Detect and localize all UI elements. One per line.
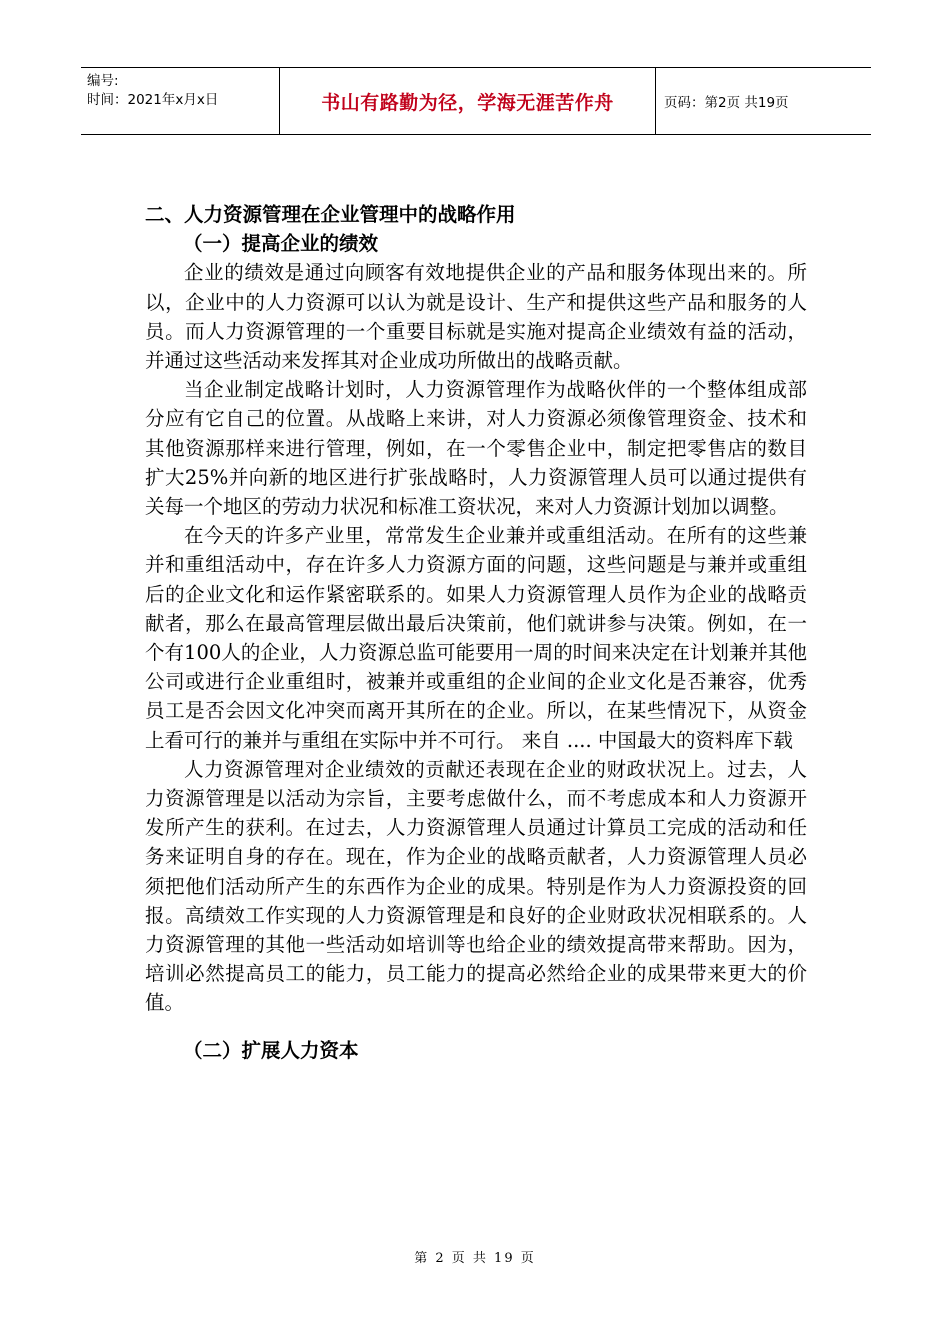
subsection-title-1: （一）提高企业的绩效 xyxy=(183,232,379,256)
section-title: 二、人力资源管理在企业管理中的战略作用 xyxy=(145,203,516,226)
document-time-label: 时间：2021年x月x日 xyxy=(87,92,219,108)
subsection-title-2: （二）扩展人力资本 xyxy=(183,1038,359,1062)
page-footer: 第 2 页 共 19 页 xyxy=(414,1251,536,1266)
document-body xyxy=(145,200,807,1065)
paragraph-3: 在今天的许多产业里，常常发生企业兼并或重组活动。在所有的这些兼并和重组活动中，存在许多人力资源方面的问题，这些问题是与兼并或重组后的企业文化和运作紧密联系的。如果人力资源管理人员作为企业的战略贡献者，那么在最高管理层做出最后决策前，他们就讲参与决策。例如，在一个有100人的企业，人力资源总监可能要用一周的时间来决定在计划兼并其他公司或进行企业重组时，被兼并或重组的企业间的企业文化是否兼容，优秀员工是否会因文化冲突而离开其所在的企业。所以，在某些情况下，从资金上看可行的兼并与重组在实际中并不可行。 来自 .... 中国最大的资料库下载 xyxy=(145,524,807,752)
page-header xyxy=(81,67,871,135)
header-meta xyxy=(81,68,280,134)
header-page-info: 页码：第2页 共19页 xyxy=(664,95,789,111)
paragraph-4: 人力资源管理对企业绩效的贡献还表现在企业的财政状况上。过去，人力资源管理是以活动为宗旨，主要考虑做什么，而不考虑成本和人力资源开发所产生的获利。在过去，人力资源管理人员通过计算员工完成的活动和任务来证明自身的存在。现在，作为企业的战略贡献者，人力资源管理人员必须把他们活动所产生的东西作为企业的成果。特别是作为人力资源投资的回报。高绩效工作实现的人力资源管理是和良好的企业财政状况相联系的。人力资源管理的其他一些活动如培训等也给企业的绩效提高带来帮助。因为，培训必然提高员工的能力，员工能力的提高必然给企业的成果带来更大的价值。 xyxy=(145,757,807,1015)
header-motto: 书山有路勤为径，学海无涯苦作舟 xyxy=(280,68,656,134)
paragraph-2: 当企业制定战略计划时，人力资源管理作为战略伙伴的一个整体组成部分应有它自己的位置。从战略上来讲，对人力资源必须像管理资金、技术和其他资源那样来进行管理，例如，在一个零售企业中，制定把零售店的数目扩大25%并向新的地区进行扩张战略时，人力资源管理人员可以通过提供有关每一个地区的劳动力状况和标准工资状况，来对人力资源计划加以调整。 xyxy=(145,378,807,519)
paragraph-1: 企业的绩效是通过向顾客有效地提供企业的产品和服务体现出来的。所以，企业中的人力资源可以认为就是设计、生产和提供这些产品和服务的人员。而人力资源管理的一个重要目标就是实施对提高企业绩效有益的活动，并通过这些活动来发挥其对企业成功所做出的战略贡献。 xyxy=(145,261,807,373)
document-number-label: 编号: xyxy=(87,73,119,89)
